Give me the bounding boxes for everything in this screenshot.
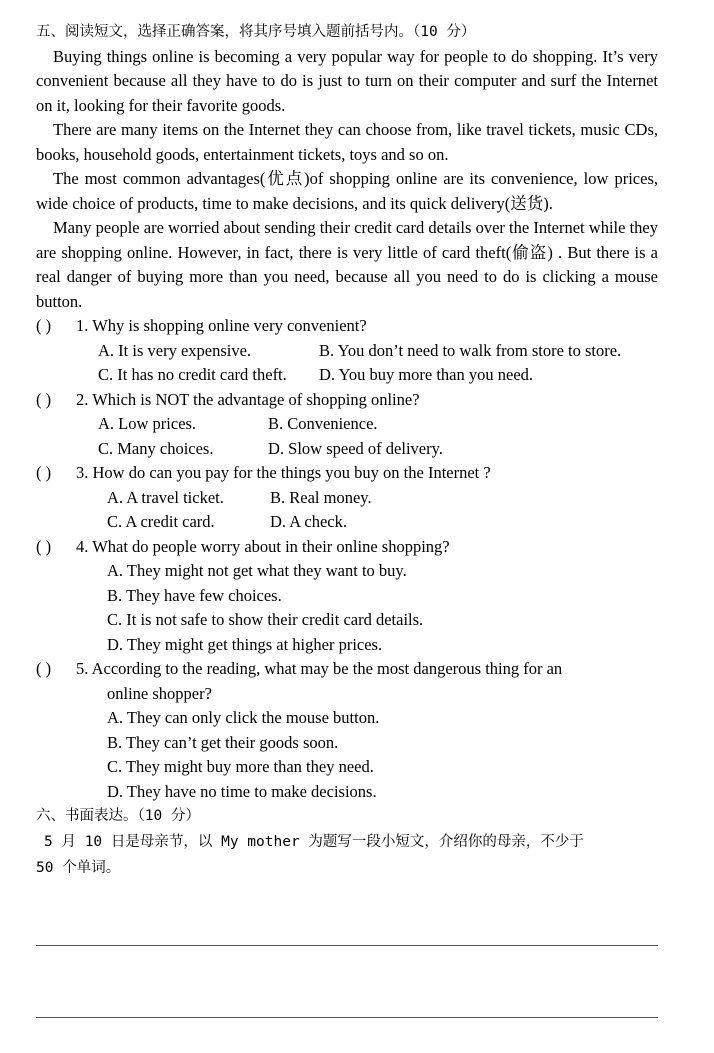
options-row	[36, 339, 658, 364]
options-row	[36, 437, 658, 462]
options-row	[36, 633, 658, 658]
question-stem: 2. Which is NOT the advantage of shopping online?	[76, 389, 420, 409]
section-6-heading: 六、书面表达。（10 分）	[36, 808, 200, 824]
option-a: A. They can only click the mouse button.	[107, 708, 380, 727]
options-row	[36, 510, 658, 535]
option-a: A. A travel ticket.	[107, 487, 224, 507]
options-row	[36, 780, 658, 805]
answer-bracket[interactable]: ( )	[36, 389, 52, 409]
writing-task	[36, 829, 658, 881]
option-b: B. You don’t need to walk from store to store.	[319, 340, 622, 360]
question-3	[36, 461, 658, 486]
option-c: C. They might buy more than they need.	[107, 757, 374, 776]
question-stem: 5. According to the reading, what may be the most dangerous thing for an	[76, 659, 563, 678]
question-2	[36, 388, 658, 413]
option-d: D. A check.	[270, 512, 347, 531]
passage-paragraph: Buying things online is becoming a very popular way for people to do shopping. It’s very convenient because all they have to do is just to turn on their computer and surf the Internet on it, looking for their favorite goods.	[36, 46, 658, 115]
option-c: C. It is not safe to show their credit card details.	[107, 610, 424, 629]
options-row	[36, 486, 658, 511]
options-row	[36, 706, 658, 731]
question-stem: 1. Why is shopping online very convenient?	[76, 316, 367, 335]
option-a: A. They might not get what they want to buy.	[107, 561, 407, 580]
option-b: B. They can’t get their goods soon.	[107, 732, 339, 752]
options-row	[36, 559, 658, 584]
answer-bracket[interactable]: ( )	[36, 536, 52, 556]
question-1	[36, 314, 658, 339]
passage-paragraph: Many people are worried about sending their credit card details over the Internet while they are shopping online. However, in fact, there is very little of card theft(偷盗) . But there is a real danger of buying more than you need, because all you need to do is clicking a mouse button.	[36, 218, 658, 311]
options-row	[36, 584, 658, 609]
options-row	[36, 363, 658, 388]
option-c: C. Many choices.	[98, 438, 214, 458]
option-a: A. Low prices.	[98, 414, 197, 433]
exam-page	[36, 20, 658, 881]
answer-bracket[interactable]: ( )	[36, 463, 52, 482]
question-stem: 4. What do people worry about in their online shopping?	[76, 536, 450, 556]
option-d: D. They have no time to make decisions.	[107, 781, 377, 801]
option-c: C. A credit card.	[107, 512, 215, 531]
question-stem: 3. How do can you pay for the things you buy on the Internet ?	[76, 463, 491, 482]
option-b: B. They have few choices.	[107, 585, 282, 605]
section-5-heading: 五、阅读短文，选择正确答案，将其序号填入题前括号内。（10 分）	[36, 24, 476, 40]
options-row	[36, 755, 658, 780]
question-4	[36, 535, 658, 560]
option-d: D. You buy more than you need.	[319, 365, 534, 384]
writing-line[interactable]	[36, 945, 658, 946]
option-d: D. Slow speed of delivery.	[268, 438, 443, 458]
option-b: B. Convenience.	[268, 414, 378, 433]
answer-bracket[interactable]: ( )	[36, 316, 52, 335]
options-row	[36, 731, 658, 756]
writing-task-line: 50 个单词。	[36, 859, 121, 876]
options-row	[36, 412, 658, 437]
question-5	[36, 657, 658, 682]
passage-paragraph: There are many items on the Internet they can choose from, like travel tickets, music CDs, books, household goods, entertainment tickets, toys and so on.	[36, 120, 658, 164]
passage-paragraph: The most common advantages(优点)of shopping online are its convenience, low prices, wide choice of products, time to make decisions, and its quick delivery(送货).	[36, 169, 658, 213]
option-b: B. Real money.	[270, 487, 372, 507]
writing-line[interactable]	[36, 1017, 658, 1018]
option-d: D. They might get things at higher prices.	[107, 634, 383, 654]
option-c: C. It has no credit card theft.	[98, 365, 287, 384]
option-a: A. It is very expensive.	[98, 340, 252, 360]
writing-task-line: 5 月 10 日是母亲节，以 My mother 为题写一段小短文，介绍你的母亲，不少于	[44, 833, 584, 850]
answer-bracket[interactable]: ( )	[36, 659, 52, 678]
options-row	[36, 608, 658, 633]
reading-passage	[36, 45, 658, 315]
question-stem-continued: online shopper?	[107, 683, 212, 703]
